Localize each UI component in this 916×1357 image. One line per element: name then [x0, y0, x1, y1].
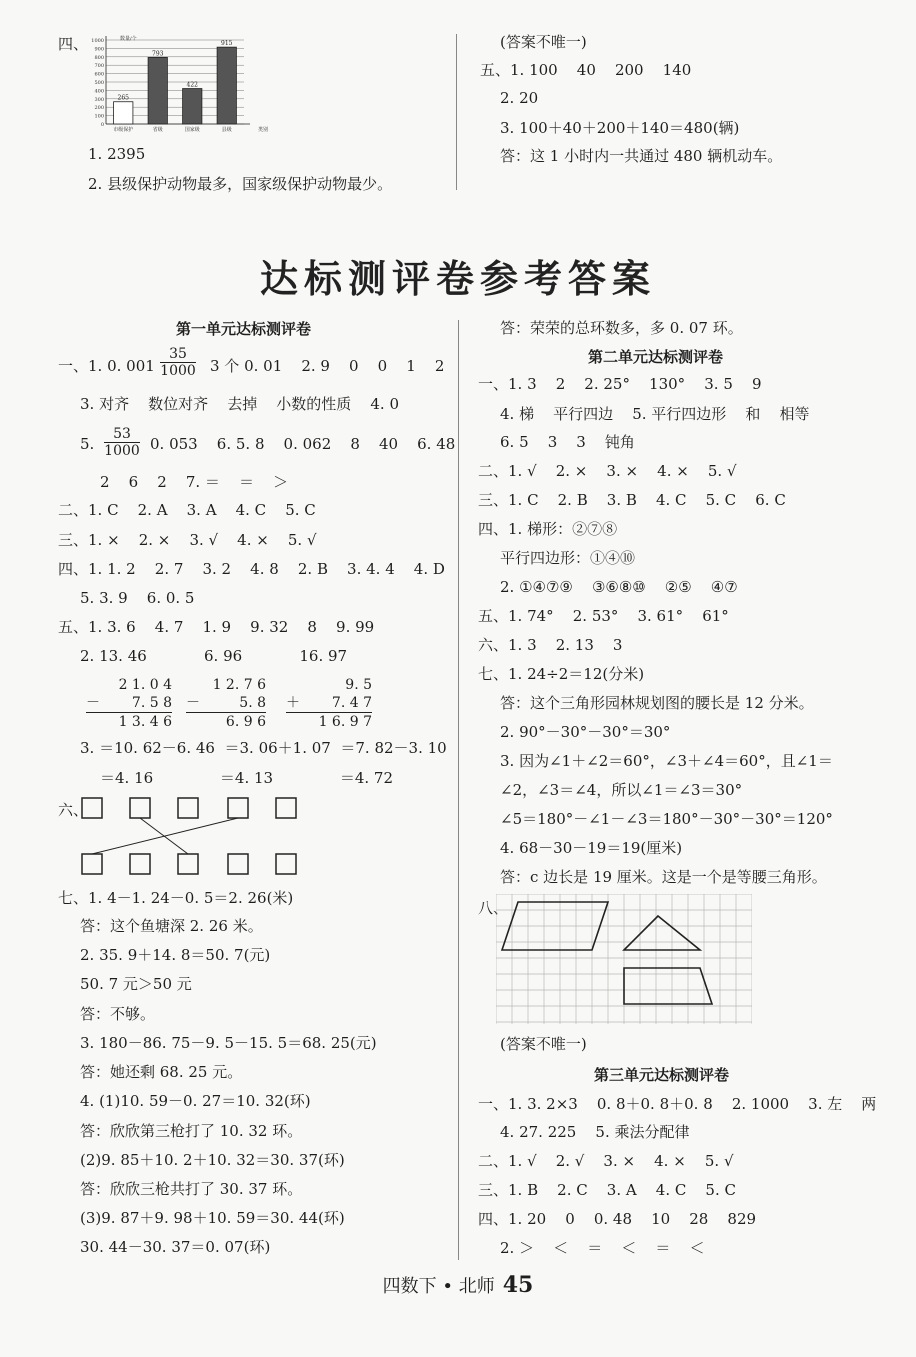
answer-line: 答：这个三角形园林规划图的腰长是 12 分米。: [500, 694, 814, 712]
tick-label: 800: [94, 54, 104, 61]
box: [276, 854, 296, 874]
answer-line: 一、1. 3. 2×3 0. 8＋0. 8＋0. 8 2. 1000 3. 左 两: [478, 1095, 877, 1113]
section-label-four: 四、: [58, 35, 89, 53]
answer-line: 三、1. × 2. × 3. √ 4. × 5. √: [58, 531, 317, 549]
calc-result: 1 3. 4 6: [86, 712, 172, 731]
vertical-calc: [186, 676, 266, 731]
calc-result: 6. 9 6: [186, 712, 266, 731]
calc-operand-b: 5. 8: [239, 695, 266, 711]
answer-line: 3. 100＋40＋200＋140＝480(辆): [500, 119, 740, 137]
tick-label: 100: [94, 113, 104, 120]
page-footer: [0, 1272, 916, 1298]
answer-line: 4. 27. 225 5. 乘法分配律: [500, 1123, 690, 1141]
answer-line: 3 个 0. 01 2. 9 0 0 1 2: [210, 357, 445, 375]
answer-line: 1. 2395: [88, 145, 146, 163]
answer-line: 七、1. 4－1. 24－0. 5＝2. 26(米): [58, 889, 294, 907]
match-line: [92, 818, 238, 854]
answer-line: 3. ＝10. 62－6. 46 ＝3. 06＋1. 07 ＝7. 82－3. 10: [80, 739, 447, 757]
answer-line: 三、1. B 2. C 3. A 4. C 5. C: [478, 1181, 736, 1199]
answer-line: 2 6 2 7. ＝ ＝ ＞: [100, 473, 289, 491]
calc-operator: ＋: [286, 695, 300, 711]
answer-line: 答：欣欣三枪共打了 30. 37 环。: [80, 1180, 303, 1198]
answer-note: (答案不唯一): [500, 1035, 587, 1053]
triangle-shape: [624, 916, 700, 950]
bar-value-label: 265: [117, 94, 129, 102]
vertical-calc: [286, 676, 372, 731]
box: [130, 854, 150, 874]
answer-line: 2. ①④⑦⑨ ③⑥⑧⑩ ②⑤ ④⑦: [500, 578, 738, 596]
category-label: 国家级: [184, 127, 200, 132]
answer-line: 五、1. 74° 2. 53° 3. 61° 61°: [478, 607, 729, 625]
calc-operand-a: 2 1. 0 4: [118, 677, 172, 693]
fraction-denominator: 1000: [104, 443, 140, 459]
box: [276, 798, 296, 818]
tick-label: 0: [100, 122, 104, 128]
bar-value-label: 793: [152, 50, 164, 58]
answer-line: 七、1. 24÷2＝12(分米): [478, 665, 645, 683]
category-label: 省级: [152, 127, 163, 132]
section-title-unit-1: 第一单元达标测评卷: [176, 320, 312, 338]
answer-line: 四、1. 1. 2 2. 7 3. 2 4. 8 2. B 3. 4. 4 4. D: [58, 560, 445, 578]
box: [178, 798, 198, 818]
x-axis-title: 类别: [258, 127, 269, 132]
tick-label: 200: [94, 105, 104, 112]
calc-row: [286, 694, 372, 712]
box: [82, 854, 102, 874]
matching-diagram: [80, 796, 310, 876]
answer-line: 四、1. 20 0 0. 48 10 28 829: [478, 1210, 757, 1228]
answer-line: 4. 68－30－19＝19(厘米): [500, 839, 683, 857]
box: [178, 854, 198, 874]
box: [228, 798, 248, 818]
answer-line: 5.: [80, 435, 95, 453]
main-title: 达标测评卷参考答案: [259, 257, 656, 301]
tick-label: 500: [94, 80, 104, 86]
section-label-eight: 八、: [478, 899, 509, 917]
answer-line: 2. 20: [500, 89, 539, 107]
section-label-six: 六、: [58, 801, 89, 819]
answer-line: 4. 梯 平行四边 5. 平行四边形 和 相等: [500, 405, 810, 423]
bar: [217, 47, 236, 124]
calc-operator: －: [186, 695, 200, 711]
answer-line: 二、1. C 2. A 3. A 4. C 5. C: [58, 501, 316, 519]
answer-line: 答：c 边长是 19 厘米。这是一个是等腰三角形。: [500, 868, 827, 886]
calc-operand-a: 9. 5: [345, 677, 372, 693]
calc-row: [186, 694, 266, 712]
calc-operand-a: 1 2. 7 6: [212, 677, 266, 693]
answer-line: 一、1. 3 2 2. 25° 130° 3. 5 9: [478, 375, 762, 393]
answer-line: 2. 县级保护动物最多，国家级保护动物最少。: [88, 175, 393, 193]
bar-chart: [84, 32, 274, 132]
answer-line: 五、1. 100 40 200 140: [480, 61, 692, 79]
answer-line: 五、1. 3. 6 4. 7 1. 9 9. 32 8 9. 99: [58, 618, 375, 636]
tick-label: 1000: [91, 38, 104, 44]
answer-line: 0. 053 6. 5. 8 0. 062 8 40 6. 48: [150, 435, 456, 453]
section-title-unit-3: 第三单元达标测评卷: [594, 1066, 730, 1084]
answer-line: 2. 90°－30°－30°＝30°: [500, 723, 671, 741]
answer-line: 3. 因为∠1＋∠2＝60°，∠3＋∠4＝60°，且∠1＝: [500, 752, 833, 770]
answer-line: 5. 3. 9 6. 0. 5: [80, 589, 195, 607]
footer-text: 四数下 • 北师: [382, 1276, 495, 1297]
answer-line: 二、1. √ 2. √ 3. × 4. × 5. √: [478, 1152, 734, 1170]
tick-label: 600: [94, 71, 104, 78]
answer-line: 2. ＞ ＜ ＝ ＜ ＝ ＜: [500, 1239, 705, 1257]
tick-label: 400: [94, 88, 104, 95]
fraction: [104, 426, 140, 459]
fraction-denominator: 1000: [160, 363, 196, 379]
answer-line: ∠5＝180°－∠1－∠3＝180°－30°－30°＝120°: [500, 810, 833, 828]
answer-line: 二、1. √ 2. × 3. × 4. × 5. √: [478, 462, 737, 480]
answer-line: 50. 7 元＞50 元: [80, 975, 192, 993]
answer-line: ＝4. 16 ＝4. 13 ＝4. 72: [100, 769, 394, 787]
answer-line: 3. 180－86. 75－9. 5－15. 5＝68. 25(元): [80, 1034, 377, 1052]
category-label: 县级: [221, 127, 232, 132]
answer-line: 答：荣荣的总环数多，多 0. 07 环。: [500, 319, 743, 337]
trapezoid-shape: [624, 968, 712, 1004]
answer-line: 30. 44－30. 37＝0. 07(环): [80, 1238, 271, 1256]
answer-line: (3)9. 87＋9. 98＋10. 59＝30. 44(环): [80, 1209, 345, 1227]
page-number: 45: [502, 1272, 534, 1298]
vertical-calc: [86, 676, 172, 731]
shape-grid: [496, 894, 752, 1024]
box: [130, 798, 150, 818]
bar: [148, 57, 167, 124]
answer-line: 3. 对齐 数位对齐 去掉 小数的性质 4. 0: [80, 395, 399, 413]
calc-operand-b: 7. 4 7: [331, 695, 372, 711]
fraction-numerator: 35: [169, 346, 187, 362]
answer-line: 4. (1)10. 59－0. 27＝10. 32(环): [80, 1092, 311, 1110]
box: [82, 798, 102, 818]
category-label: 市级保护: [113, 127, 134, 132]
answer-line: 2. 35. 9＋14. 8＝50. 7(元): [80, 946, 271, 964]
answer-line: 2. 13. 46 6. 96 16. 97: [80, 647, 348, 665]
answer-line: 答：欣欣第三枪打了 10. 32 环。: [80, 1122, 303, 1140]
answer-line: ∠2，∠3＝∠4，所以∠1＝∠3＝30°: [500, 781, 743, 799]
bar-value-label: 422: [186, 81, 198, 89]
answer-line: 答：不够。: [80, 1005, 156, 1023]
answer-line: 答：这 1 小时内一共通过 480 辆机动车。: [500, 147, 783, 165]
tick-label: 700: [94, 63, 104, 70]
fraction: [160, 346, 196, 379]
answer-line: (2)9. 85＋10. 2＋10. 32＝30. 37(环): [80, 1151, 345, 1169]
column-divider: [458, 320, 459, 1260]
bar: [114, 102, 133, 124]
answer-line: (答案不唯一): [500, 33, 587, 51]
calc-row: [86, 694, 172, 712]
answer-line: 答：她还剩 68. 25 元。: [80, 1063, 243, 1081]
calc-result: 1 6. 9 7: [286, 712, 372, 731]
fraction-numerator: 53: [113, 426, 131, 442]
calc-operand-b: 7. 5 8: [131, 695, 172, 711]
tick-label: 900: [94, 46, 104, 53]
column-divider: [456, 34, 457, 190]
calc-operator: －: [86, 695, 100, 711]
bar: [183, 89, 202, 124]
section-title-unit-2: 第二单元达标测评卷: [588, 348, 724, 366]
answer-line: 6. 5 3 3 钝角: [500, 433, 635, 451]
y-axis-title: 数量/个: [120, 36, 137, 42]
bar-value-label: 915: [221, 40, 233, 48]
tick-label: 300: [94, 96, 104, 103]
answer-line: 平行四边形：①④⑩: [500, 549, 636, 567]
answer-line: 答：这个鱼塘深 2. 26 米。: [80, 917, 263, 935]
answer-line: 三、1. C 2. B 3. B 4. C 5. C 6. C: [478, 491, 786, 509]
box: [228, 854, 248, 874]
answer-line: 四、1. 梯形：②⑦⑧: [478, 520, 618, 538]
answer-line: 一、1. 0. 001: [58, 357, 155, 375]
answer-line: 六、1. 3 2. 13 3: [478, 636, 623, 654]
